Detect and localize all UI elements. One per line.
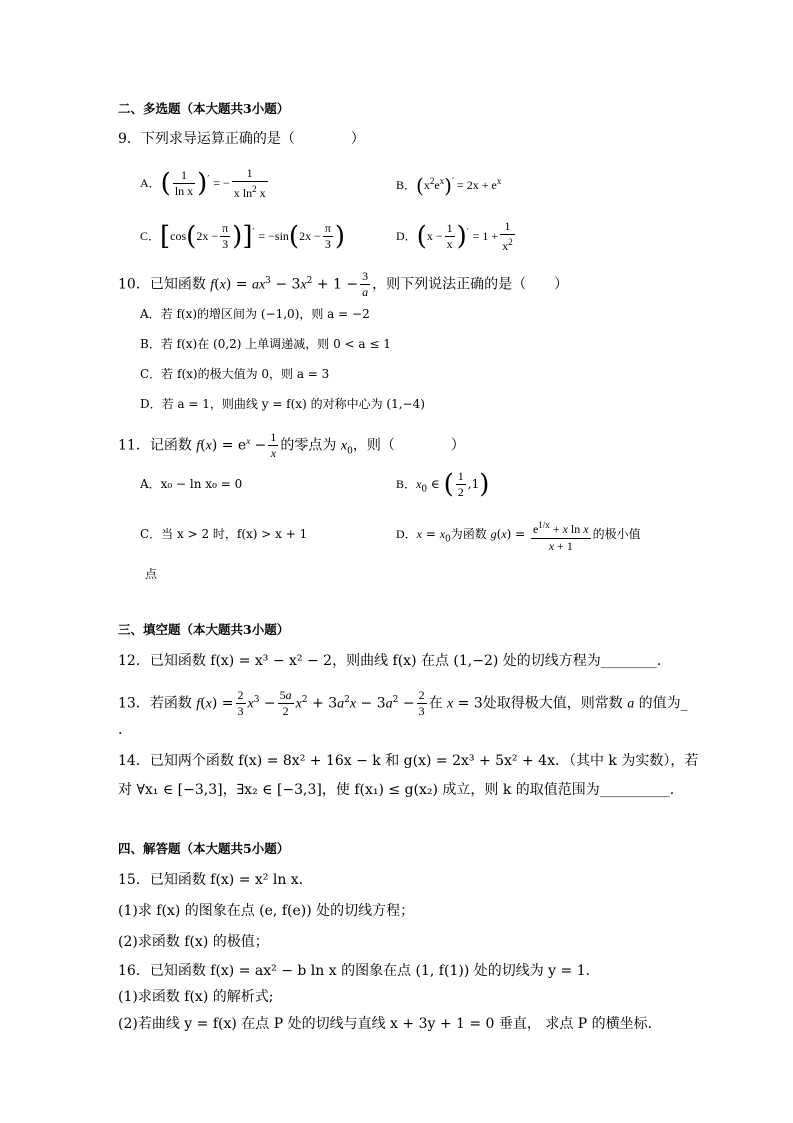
question-9-option-d: D．(x − $\frac{1}{x}$ )′ = 1 + $\frac{1}{x^2}$ (396, 219, 513, 253)
question-11-option-b: B．$x_0$ ∈ ( $\frac{1}{2}$ ,1) (396, 469, 490, 500)
question-11-option-c: C．当 x > 2 时，f(x) > x + 1 (140, 527, 308, 541)
question-11-option-a: A．x₀ − ln x₀ = 0 (140, 477, 243, 491)
question-14-line2: 对 ∀x₁ ∈ [−3,3]，∃x₂ ∈ [−3,3]，使 f(x₁) ≤ g(x₂) 成立，则 k 的取值范围为__________. (118, 782, 675, 798)
question-16-part-1: (1)求函数 f(x) 的解析式; (118, 989, 274, 1005)
question-10-stem: 10．已知函数 $f(x) = ax^3 - 3x^2 + 1$ − $\frac{3}{a}$ ，则下列说法正确的是（ ） (118, 269, 569, 300)
question-16-stem: 16．已知函数 f(x) = ax² − b ln x 的图象在点 (1, f(1)) 处的切线为 y = 1． (118, 963, 600, 979)
question-10-option-b: B．若 f(x)在 (0,2) 上单调递减，则 0 < a ≤ 1 (140, 337, 391, 351)
question-11-stem: 11．记函数 $f(x) = e^x$ − $\frac{1}{x}$ 的零点为 $x_0$，则（ ） (118, 430, 465, 461)
question-14-line1: 14．已知两个函数 f(x) = 8x² + 16x − k 和 g(x) = 2x³ + 5x² + 4x．（其中 k 为实数），若 (118, 753, 699, 769)
question-10-option-a: A．若 f(x)的增区间为 (−1,0)，则 a = −2 (140, 307, 370, 321)
question-10-option-c: C．若 f(x)的极大值为 0，则 a = 3 (140, 367, 330, 381)
question-11-option-d-continued: 点 (145, 567, 158, 581)
question-15-stem: 15．已知函数 f(x) = x² ln x． (118, 872, 313, 888)
question-9-option-c: C．[cos(2x − $\frac{\pi}{3}$ )]′ = −sin(2x − $\frac{\pi}{3}$ ) (140, 221, 346, 252)
question-13-line2: . (118, 722, 123, 738)
section-heading-answer: 四、解答题（本大题共5小题） (118, 841, 290, 856)
question-10-option-d: D．若 a = 1，则曲线 y = f(x) 的对称中心为 (1,−4) (140, 397, 425, 411)
question-9-stem: 9．下列求导运算正确的是（ ） (118, 131, 365, 147)
question-9-option-b: B．$(x^2e^x)' = 2x + e^x$ (396, 173, 502, 198)
question-13-line1: 13．若函数 f(x) = $\frac{2}{3}$ $x^3$ − $\frac{5a}{2}$ $x^2 + 3a^2x - 3a^2$ − $\frac{2}{3}$ 在 x = 3处取得极大值，则常数 a 的值为_ (118, 688, 688, 719)
question-15-part-1: (1)求 f(x) 的图象在点 (e, f(e)) 处的切线方程； (118, 903, 415, 919)
question-11-option-d: D．$x = x_0$为函数 g(x) = $\frac{e^{1/x} + x \ln x}{x + 1}$ 的极小值 (396, 512, 641, 556)
section-heading-multiple-choice: 二、多选题（本大题共3小题） (118, 101, 290, 116)
question-9-option-a: A．( $\frac{1}{\text{ln x}}$ )′ = − $\frac{1}{x \ln^2 x}$ (140, 166, 266, 200)
question-12: 12．已知函数 f(x) = x³ − x² − 2，则曲线 f(x) 在点 (1,−2) 处的切线方程为________. (118, 653, 662, 669)
section-heading-fill-in: 三、填空题（本大题共3小题） (118, 622, 290, 637)
question-16-part-2: (2)若曲线 y = f(x) 在点 P 处的切线与直线 x + 3y + 1 = 0 垂直， 求点 P 的横坐标． (118, 1016, 662, 1032)
question-15-part-2: (2)求函数 f(x) 的极值； (118, 934, 269, 950)
